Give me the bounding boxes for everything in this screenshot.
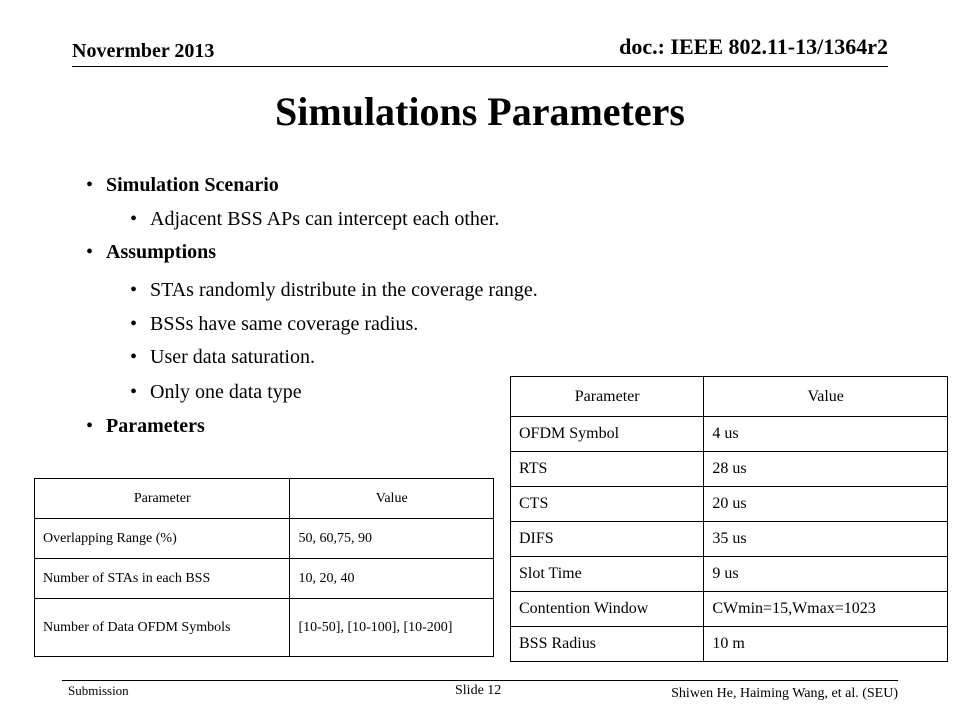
- header-doc-id: doc.: IEEE 802.11-13/1364r2: [619, 34, 888, 59]
- table-cell: 50, 60,75, 90: [290, 519, 494, 559]
- table-row: [511, 627, 948, 662]
- table-header-cell: Parameter: [35, 479, 290, 519]
- table-cell: 20 us: [704, 487, 948, 522]
- table-row: [511, 557, 948, 592]
- slide-title: Simulations Parameters: [275, 89, 685, 134]
- table-row: [511, 522, 948, 557]
- table-header-cell: Value: [290, 479, 494, 519]
- bullet-item: [130, 381, 302, 404]
- bullet-item: [130, 346, 315, 369]
- bullet-dot: •: [86, 241, 94, 263]
- footer-divider: [62, 680, 898, 681]
- bullet-text: Parameters: [106, 415, 205, 437]
- bullet-text: Only one data type: [150, 381, 302, 403]
- bullet-text: Adjacent BSS APs can intercept each other.: [150, 208, 500, 230]
- bullet-text: Assumptions: [106, 241, 217, 263]
- bullet-dot: •: [130, 313, 138, 335]
- bullet-item: [130, 313, 418, 336]
- table-cell: OFDM Symbol: [511, 417, 704, 452]
- table-cell: 10 m: [704, 627, 948, 662]
- timing-parameters-table: [510, 376, 948, 662]
- bullet-text: STAs randomly distribute in the coverage range.: [150, 279, 538, 301]
- table-cell: RTS: [511, 452, 704, 487]
- header-divider: [72, 66, 888, 67]
- table-cell: CWmin=15,Wmax=1023: [704, 592, 948, 627]
- table-cell: CTS: [511, 487, 704, 522]
- table-cell: Number of Data OFDM Symbols: [35, 599, 290, 657]
- bullet-item: [86, 241, 216, 264]
- footer-submission: Submission: [68, 683, 129, 698]
- table-cell: Overlapping Range (%): [35, 519, 290, 559]
- table-cell: 35 us: [704, 522, 948, 557]
- table-row: [511, 452, 948, 487]
- table-header-row: [35, 479, 494, 519]
- table-row: [511, 592, 948, 627]
- table-header-row: [511, 377, 948, 417]
- bullet-dot: •: [130, 279, 138, 301]
- table-cell: Contention Window: [511, 592, 704, 627]
- bullet-item: [130, 208, 499, 231]
- table-cell: Number of STAs in each BSS: [35, 559, 290, 599]
- table-cell: 4 us: [704, 417, 948, 452]
- bullet-item: [86, 174, 279, 197]
- table-header-cell: Parameter: [511, 377, 704, 417]
- table-cell: 10, 20, 40: [290, 559, 494, 599]
- table-cell: 28 us: [704, 452, 948, 487]
- bullet-dot: •: [130, 208, 138, 230]
- bullet-text: Simulation Scenario: [106, 174, 279, 196]
- bullet-dot: •: [130, 346, 138, 368]
- table-cell: Slot Time: [511, 557, 704, 592]
- bullet-text: User data saturation.: [150, 346, 315, 368]
- table-row: [35, 599, 494, 657]
- simulation-parameters-table: [34, 478, 494, 657]
- bullet-text: BSSs have same coverage radius.: [150, 313, 419, 335]
- footer-authors: Shiwen He, Haiming Wang, et al. (SEU): [671, 686, 898, 701]
- bullet-item: [130, 279, 538, 302]
- table-row: [35, 559, 494, 599]
- bullet-dot: •: [86, 415, 94, 437]
- table-header-cell: Value: [704, 377, 948, 417]
- table-cell: BSS Radius: [511, 627, 704, 662]
- table-row: [511, 417, 948, 452]
- bullet-item: [86, 415, 205, 438]
- header-date: Novermber 2013: [72, 40, 215, 62]
- bullet-dot: •: [130, 381, 138, 403]
- table-row: [35, 519, 494, 559]
- table-cell: DIFS: [511, 522, 704, 557]
- footer-slide-number: Slide 12: [455, 683, 502, 698]
- table-row: [511, 487, 948, 522]
- bullet-dot: •: [86, 174, 94, 196]
- table-cell: [10-50], [10-100], [10-200]: [290, 599, 494, 657]
- table-cell: 9 us: [704, 557, 948, 592]
